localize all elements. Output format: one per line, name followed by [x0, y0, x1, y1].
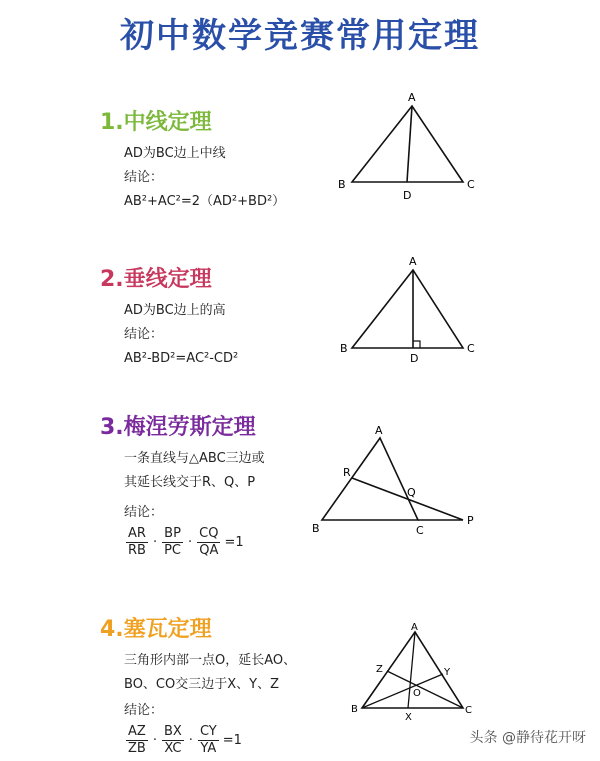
section-description: 三角形内部一点O，延长AO、 — [124, 653, 297, 668]
equals-one: =1 — [224, 535, 244, 550]
vertex-label-b: B — [338, 178, 346, 191]
conclusion-label: 结论： — [124, 170, 164, 185]
page-title: 初中数学竞赛常用定理 — [120, 16, 480, 56]
point-label-y: Y — [444, 667, 451, 678]
ratio-formula: $\frac{AZ}{ZB}$ · $\frac{BX}{XC}$ · $\frac{CY}{YA}$ =1 — [128, 724, 242, 756]
fraction: $\frac{CQ}{QA}$ — [199, 526, 219, 558]
formula: AB²+AC²=2（AD²+BD²） — [124, 194, 286, 209]
fraction: $\frac{BX}{XC}$ — [163, 724, 182, 756]
point-label-p: P — [467, 514, 474, 527]
vertex-label-a: A — [408, 91, 416, 104]
fraction: $\frac{CY}{YA}$ — [199, 724, 217, 756]
vertex-label-c: C — [416, 524, 424, 537]
point-label-r: R — [343, 466, 351, 479]
fraction: $\frac{AR}{RB}$ — [128, 526, 146, 558]
point-label-x: X — [405, 712, 412, 723]
altitude-triangle-figure — [330, 252, 480, 367]
section-description: AD为BC边上的高 — [124, 303, 226, 318]
ratio-formula: $\frac{AR}{RB}$ · $\frac{BP}{PC}$ · $\frac{CQ}{QA}$ =1 — [128, 526, 244, 558]
section-heading: 2.垂线定理 — [100, 267, 212, 292]
conclusion-label: 结论： — [124, 703, 164, 718]
vertex-label-c: C — [467, 342, 475, 355]
ceva-triangle-figure — [340, 620, 470, 725]
fraction: $\frac{BP}{PC}$ — [164, 526, 182, 558]
vertex-label-c: C — [465, 705, 472, 716]
section-description: BO、CO交三边于X、Y、Z — [124, 677, 279, 692]
point-label-o: O — [413, 688, 421, 699]
median-triangle-figure — [330, 88, 480, 206]
vertex-label-a: A — [409, 255, 417, 268]
section-heading: 3.梅涅劳斯定理 — [100, 415, 256, 440]
point-label-d: D — [403, 189, 412, 202]
fraction: $\frac{AZ}{ZB}$ — [128, 724, 146, 756]
conclusion-label: 结论： — [124, 505, 164, 520]
section-description: AD为BC边上中线 — [124, 146, 226, 161]
section-menelaus-theorem — [100, 410, 340, 558]
vertex-label-b: B — [312, 522, 320, 535]
section-heading: 1.中线定理 — [100, 110, 212, 135]
section-description: 一条直线与△ABC三边或 — [124, 451, 265, 466]
formula: AB²-BD²=AC²-CD² — [124, 351, 239, 366]
section-median-theorem — [100, 105, 340, 214]
vertex-label-a: A — [375, 424, 383, 437]
section-heading: 4.塞瓦定理 — [100, 617, 212, 642]
vertex-label-b: B — [340, 342, 348, 355]
watermark: 头条 @静待花开呀 — [469, 730, 586, 746]
point-label-q: Q — [407, 486, 416, 499]
vertex-label-a: A — [411, 622, 418, 633]
vertex-label-c: C — [467, 178, 475, 191]
section-ceva-theorem — [100, 612, 340, 756]
vertex-label-b: B — [351, 704, 358, 715]
conclusion-label: 结论： — [124, 327, 164, 342]
menelaus-triangle-figure — [310, 420, 490, 545]
point-label-z: Z — [376, 664, 383, 675]
section-altitude-theorem — [100, 262, 340, 371]
section-description: 其延长线交于R、Q、P — [124, 475, 256, 490]
point-label-d: D — [410, 352, 419, 365]
equals-one: =1 — [222, 733, 242, 748]
